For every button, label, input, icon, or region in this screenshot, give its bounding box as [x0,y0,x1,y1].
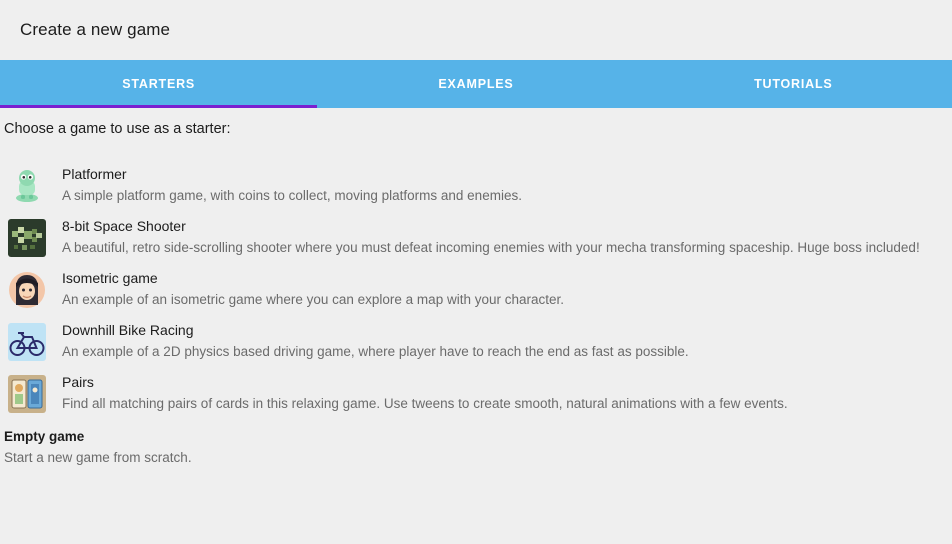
list-item[interactable] [0,159,952,211]
tab-tutorials[interactable] [635,60,952,108]
list-item-text [62,165,944,205]
starter-title: Downhill Bike Racing [62,322,194,338]
list-item-text [62,321,944,361]
starter-list [0,159,952,467]
isometric-character-icon [8,271,46,309]
empty-game-description: Start a new game from scratch. [4,450,192,465]
bike-icon [8,323,46,361]
starter-description: An example of a 2D physics based driving game, where player have to reach the end as fast as possible. [62,344,689,359]
starter-description: A simple platform game, with coins to collect, moving platforms and enemies. [62,188,522,203]
starter-title: 8-bit Space Shooter [62,218,186,234]
starter-description: A beautiful, retro side-scrolling shooter where you must defeat incoming enemies with your mecha transforming spaceship. Huge boss included! [62,240,920,255]
tab-starters-label: STARTERS [122,77,196,91]
list-item[interactable] [0,263,952,315]
tab-examples[interactable] [317,60,634,108]
starter-description: Find all matching pairs of cards in this relaxing game. Use tweens to create smooth, natural animations with a few events. [62,396,788,411]
starter-title: Pairs [62,374,94,390]
tab-examples-label: EXAMPLES [438,77,514,91]
playing-cards-icon [8,375,46,413]
starters-panel [0,108,952,544]
page-title: Create a new game [20,20,171,39]
space-shooter-ship-icon [8,219,46,257]
choose-starter-label: Choose a game to use as a starter: [4,121,231,137]
list-item[interactable] [0,211,952,263]
list-item-text [62,269,944,309]
platformer-character-icon [8,167,46,205]
list-item[interactable] [0,315,952,367]
list-item-text [62,217,944,257]
list-item-text [62,373,944,413]
starter-title: Isometric game [62,270,158,286]
tab-starters[interactable] [0,60,317,108]
tab-bar [0,60,952,108]
tab-tutorials-label: TUTORIALS [754,77,833,91]
empty-game-title: Empty game [4,429,85,444]
list-item-empty-game[interactable] [0,419,952,467]
list-item[interactable] [0,367,952,419]
starter-title: Platformer [62,166,127,182]
dialog-header [0,0,952,60]
starter-description: An example of an isometric game where you can explore a map with your character. [62,292,564,307]
